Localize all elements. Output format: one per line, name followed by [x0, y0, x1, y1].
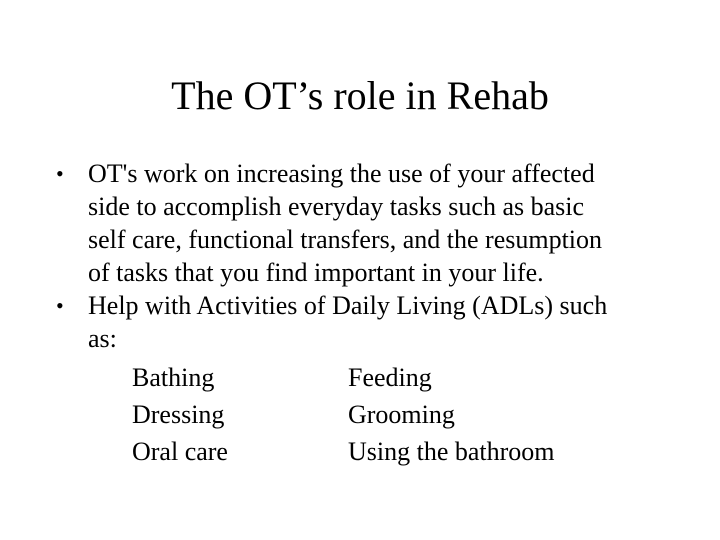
bullet-text-line: self care, functional transfers, and the resumption	[88, 225, 603, 254]
bullet-marker: •	[56, 161, 64, 186]
activity-item: Bathing	[132, 363, 215, 392]
bullet-text-line: OT's work on increasing the use of your affected	[88, 159, 595, 188]
activity-item: Dressing	[132, 400, 225, 429]
bullet-text-line: Help with Activities of Daily Living (ADLs) such	[88, 291, 608, 320]
activity-row	[132, 359, 696, 396]
adl-activity-list	[56, 359, 696, 470]
bullet-text-line: as:	[88, 324, 117, 353]
bullet-marker: •	[56, 293, 64, 318]
slide-body	[56, 157, 696, 470]
slide-title: The OT’s role in Rehab	[171, 73, 549, 118]
bullet-item	[56, 157, 696, 289]
activity-item: Feeding	[348, 363, 432, 392]
bullet-text-line: side to accomplish everyday tasks such as basic	[88, 192, 585, 221]
activity-item: Using the bathroom	[348, 437, 555, 466]
bullet-text-line: of tasks that you find important in your life.	[88, 258, 544, 287]
activity-item: Oral care	[132, 437, 228, 466]
bullet-item	[56, 289, 696, 355]
activity-row	[132, 433, 696, 470]
activity-row	[132, 396, 696, 433]
activity-item: Grooming	[348, 400, 455, 429]
